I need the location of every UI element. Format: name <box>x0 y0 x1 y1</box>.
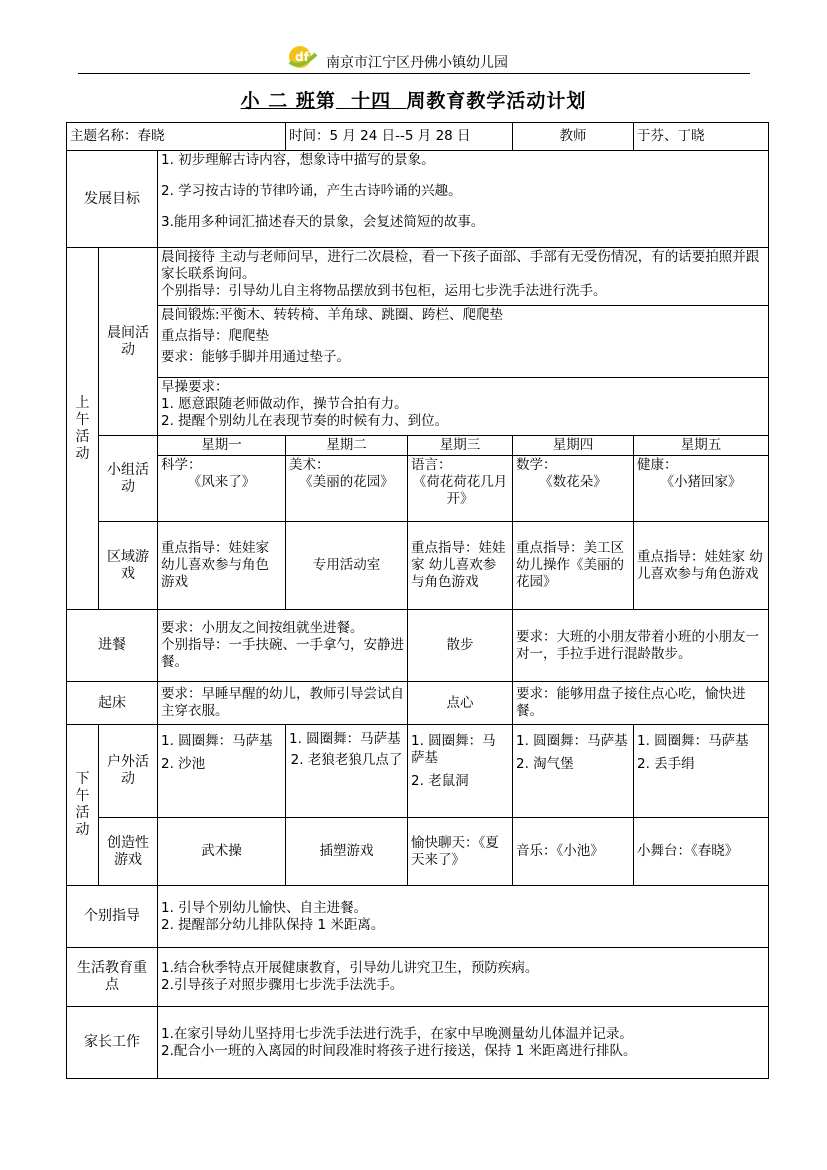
header-divider <box>78 73 750 74</box>
teacher-names: 于芬、丁晓 <box>634 123 769 151</box>
parents-item: 1.在家引导幼儿坚持用七步洗手法进行洗手，在家中早晚测量幼儿体温并记录。 <box>161 1025 633 1042</box>
meal-content <box>158 610 408 682</box>
outdoor-row <box>67 725 769 818</box>
outdoor-cell-mon: 1. 圆圈舞：马萨基 2. 沙池 <box>158 725 286 818</box>
guidance-row <box>67 886 769 948</box>
reception-text: 晨间接待 主动与老师问早，进行二次晨检，看一下孩子面部、手部有无受伤情况，有的话要拍照并跟家长联系询问。 <box>161 249 760 282</box>
afternoon-section-label: 下午活动 <box>67 725 99 886</box>
drill-item: 1. 愿意跟随老师做动作，操节合拍有力。 <box>161 396 408 412</box>
outdoor-cell-thu: 1. 圆圈舞：马萨基 2. 淘气堡 <box>513 725 634 818</box>
meal-requirement: 要求：小朋友之间按组就坐进餐。 <box>161 620 364 636</box>
school-name: 南京市江宁区丹佛小镇幼儿园 <box>326 55 508 71</box>
goals-row <box>67 151 769 248</box>
area-cell-thu: 重点指导：美工区 幼儿操作《美丽的花园》 <box>513 522 634 610</box>
class-name: 小 二 班 <box>240 90 316 112</box>
morning-exercise <box>158 306 769 378</box>
life-item: 1.结合秋季特点开展健康教育，引导幼儿讲究卫生，预防疾病。 <box>161 960 539 976</box>
drill-title: 早操要求： <box>161 379 229 395</box>
meal-row <box>67 610 769 682</box>
teacher-label: 教师 <box>513 123 634 151</box>
exercise-requirement: 要求：能够手脚并用通过垫子。 <box>161 349 350 365</box>
morning-exercise-row <box>67 306 769 378</box>
parents-content <box>158 1007 769 1079</box>
exercise-text: 晨间锻炼:平衡木、转转椅、羊角球、跳圈、跨栏、爬爬垫 <box>161 307 504 323</box>
morning-reception-row <box>67 248 769 306</box>
day-header: 星期一 <box>158 436 286 456</box>
school-logo <box>286 40 322 70</box>
morning-drill-row <box>67 378 769 436</box>
weekday-row <box>67 436 769 456</box>
day-header: 星期二 <box>286 436 408 456</box>
goals-content <box>158 151 769 248</box>
title-di: 第 <box>315 90 336 112</box>
goals-label: 发展目标 <box>67 151 158 248</box>
outdoor-label: 户外活动 <box>99 725 158 818</box>
area-cell-fri: 重点指导：娃娃家 幼儿喜欢参与角色游戏 <box>634 522 769 610</box>
goal-item: 3.能用多种词汇描述春天的景象，会复述简短的故事。 <box>161 214 485 230</box>
week-number: 十四 <box>351 90 392 112</box>
meal-guidance: 个别指导：一手扶碗、一手拿勺，安静进餐。 <box>161 637 404 670</box>
walk-content: 要求：大班的小朋友带着小班的小朋友一对一，手拉手进行混龄散步。 <box>513 610 769 682</box>
group-activity-row <box>67 456 769 522</box>
morning-section-label: 上午活动 <box>67 248 99 610</box>
page-title <box>0 86 827 113</box>
life-education-row <box>67 948 769 1007</box>
life-item: 2.引导孩子对照步骤用七步洗手法洗手。 <box>161 977 404 993</box>
wake-row <box>67 682 769 725</box>
guidance-label: 个别指导 <box>67 886 158 948</box>
area-game-label: 区域游戏 <box>99 522 158 610</box>
guidance-item: 2. 提醒部分幼儿排队保持 1 米距离。 <box>161 916 385 933</box>
creative-cell-mon: 武术操 <box>158 818 286 886</box>
guidance-item: 1. 引导个别幼儿愉快、自主进餐。 <box>161 899 368 916</box>
outdoor-cell-fri: 1. 圆圈舞：马萨基 2. 丢手绢 <box>634 725 769 818</box>
time-cell: 时间：5 月 24 日--5 月 28 日 <box>286 123 513 151</box>
snack-label: 点心 <box>408 682 513 725</box>
wake-content: 要求：早睡早醒的幼儿，教师引导尝试自主穿衣服。 <box>158 682 408 725</box>
exercise-focus: 重点指导：爬爬垫 <box>161 328 269 344</box>
wake-label: 起床 <box>67 682 158 725</box>
creative-cell-fri: 小舞台：《春晓》 <box>634 818 769 886</box>
info-row <box>67 123 769 151</box>
day-header: 星期三 <box>408 436 513 456</box>
goal-item: 2. 学习按古诗的节律吟诵，产生古诗吟诵的兴趣。 <box>161 183 462 199</box>
morning-activity-label: 晨间活动 <box>99 248 158 436</box>
activity-plan-table <box>66 122 769 1079</box>
group-cell-fri: 健康： 《小猪回家》 <box>634 456 769 522</box>
goal-item: 1. 初步理解古诗内容，想象诗中描写的景象。 <box>161 152 435 168</box>
morning-drill <box>158 378 769 436</box>
group-cell-thu: 数学： 《数花朵》 <box>513 456 634 522</box>
drill-item: 2. 提醒个别幼儿在表现节奏的时候有力、到位。 <box>161 413 449 429</box>
group-cell-wed: 语言： 《荷花荷花几月开》 <box>408 456 513 522</box>
area-cell-wed: 重点指导：娃娃家 幼儿喜欢参与角色游戏 <box>408 522 513 610</box>
creative-cell-tue: 插塑游戏 <box>286 818 408 886</box>
area-game-row <box>67 522 769 610</box>
creative-row <box>67 818 769 886</box>
creative-cell-wed: 愉快聊天：《夏天来了》 <box>408 818 513 886</box>
parents-label: 家长工作 <box>67 1007 158 1079</box>
group-cell-tue: 美术： 《美丽的花园》 <box>286 456 408 522</box>
area-cell-tue: 专用活动室 <box>286 522 408 610</box>
reception-guidance: 个别指导：引导幼儿自主将物品摆放到书包柜，运用七步洗手法进行洗手。 <box>161 283 607 299</box>
group-activity-label: 小组活动 <box>99 436 158 522</box>
theme-cell: 主题名称：春晓 <box>67 123 286 151</box>
parents-row <box>67 1007 769 1079</box>
creative-label: 创造性游戏 <box>99 818 158 886</box>
logo-lettering: df <box>295 50 309 64</box>
day-header: 星期五 <box>634 436 769 456</box>
creative-cell-thu: 音乐：《小池》 <box>513 818 634 886</box>
outdoor-cell-tue: 1. 圆圈舞：马萨基 2. 老狼老狼几点了 <box>286 725 408 818</box>
life-education-content <box>158 948 769 1007</box>
snack-content: 要求：能够用盘子接住点心吃，愉快进餐。 <box>513 682 769 725</box>
group-cell-mon: 科学： 《风来了》 <box>158 456 286 522</box>
walk-label: 散步 <box>408 610 513 682</box>
outdoor-cell-wed: 1. 圆圈舞：马萨基 2. 老鼠洞 <box>408 725 513 818</box>
parents-item: 2.配合小一班的入离园的时间段准时将孩子进行接送，保持 1 米距离进行排队。 <box>161 1042 637 1059</box>
document-header <box>0 38 827 72</box>
guidance-content <box>158 886 769 948</box>
title-suffix: 周教育教学活动计划 <box>406 90 587 112</box>
day-header: 星期四 <box>513 436 634 456</box>
morning-reception <box>158 248 769 306</box>
life-education-label: 生活教育重 点 <box>67 948 158 1007</box>
meal-label: 进餐 <box>67 610 158 682</box>
area-cell-mon: 重点指导：娃娃家 幼儿喜欢参与角色游戏 <box>158 522 286 610</box>
